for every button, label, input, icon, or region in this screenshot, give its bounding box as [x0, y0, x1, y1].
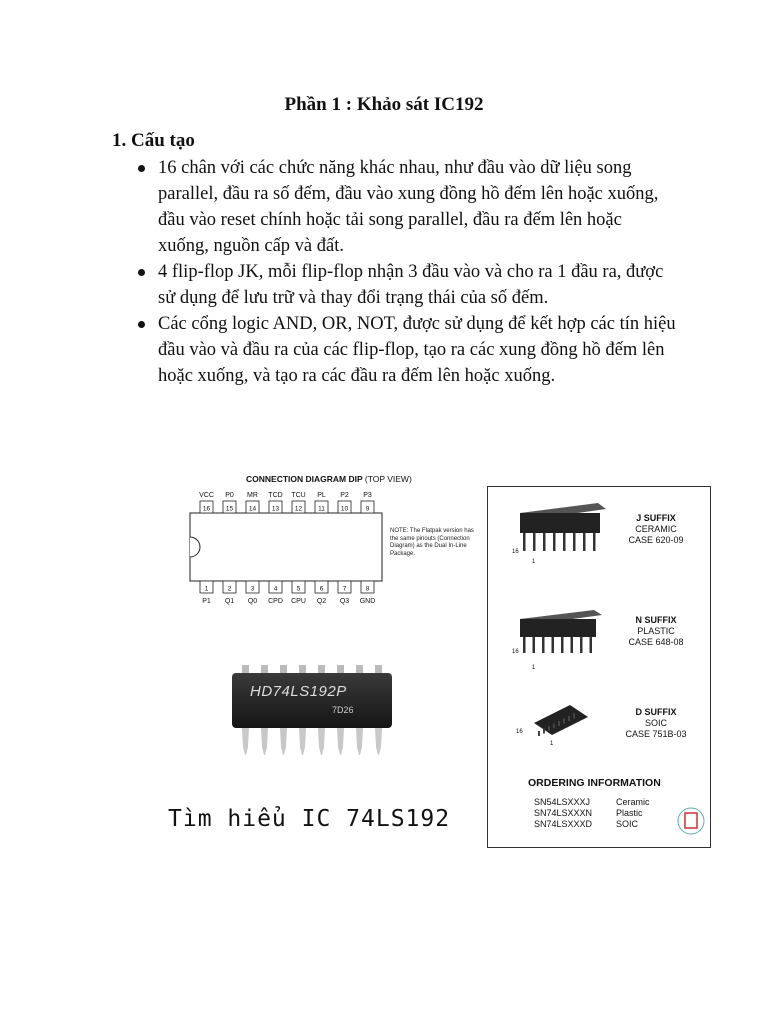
package-leg [543, 533, 546, 551]
bullet-text: 4 flip-flop JK, mỗi flip-flop nhận 3 đầu vào và cho ra 1 đầu ra, được sử dụng để lưu trữ và thay đổi trạng thái của số đếm. [158, 262, 664, 308]
connection-diagram [182, 470, 482, 620]
bullet-list [136, 155, 676, 389]
plastic-package-icon [520, 610, 602, 653]
package-pin-16: 16 [512, 549, 519, 555]
chip-body [232, 673, 392, 728]
figure-caption: Tìm hiểu IC 74LS192 [168, 806, 451, 832]
chip-leg [242, 728, 249, 755]
pin-label: TCU [291, 492, 306, 499]
pin-number: 5 [296, 585, 301, 593]
bullet-item [136, 311, 676, 389]
pin-number: 15 [225, 505, 234, 513]
chip-leg [280, 728, 287, 755]
pin-number: 4 [273, 585, 278, 593]
package-leg [553, 724, 555, 729]
pin-label: P2 [340, 492, 349, 499]
pin-number: 11 [318, 505, 325, 513]
pin-number: 14 [248, 505, 257, 513]
bullet-dot-icon [138, 269, 145, 276]
bullet-text: 16 chân với các chức năng khác nhau, như đầu vào dữ liệu song parallel, đầu ra số đếm, đầu vào xung đồng hồ đếm lên hoặc xuống, đầu vào reset chính hoặc tải song parallel, đầu ra đếm lên hoặc xuống, nguồn cấp và đất. [158, 158, 659, 256]
section-heading: 1. Cấu tạo [112, 130, 195, 151]
ordering-row: SN74LSXXXD SOIC [534, 819, 639, 829]
chip-drawing [220, 665, 410, 765]
ordering-row: SN74LSXXXN Plastic [534, 808, 643, 818]
pin-label: PL [317, 492, 326, 499]
package-leg [593, 533, 596, 551]
package-leg [571, 637, 574, 653]
bullet-dot-icon [138, 165, 145, 172]
chip-leg [318, 728, 325, 755]
package-leg [553, 533, 556, 551]
pin-label: Q0 [247, 598, 258, 605]
pin-number: 1 [204, 585, 209, 593]
package-leg [533, 637, 536, 653]
pin-label: P0 [225, 492, 234, 499]
package-leg [552, 637, 555, 653]
ordering-table [534, 797, 650, 830]
pin-number: 12 [294, 505, 303, 513]
package-leg [523, 533, 526, 551]
pin-number: 9 [365, 505, 370, 513]
package-leg [543, 729, 545, 734]
pin-number: 16 [202, 505, 211, 513]
package-d: D SUFFIX SOIC CASE 751B-03 [625, 707, 687, 739]
chip-leg [261, 728, 268, 755]
chip-photo [220, 665, 410, 765]
soic-package-icon [534, 705, 588, 736]
package-pin-16: 16 [512, 649, 519, 655]
chip-leg [356, 728, 363, 755]
bullet-dot-icon [138, 321, 145, 328]
package-pin-1: 1 [550, 741, 554, 747]
ordering-row: SN54LSXXXJ Ceramic [534, 797, 650, 807]
package-leg [533, 533, 536, 551]
package-j: J SUFFIX CERAMIC CASE 620-09 [628, 513, 684, 545]
pin-label: GND [359, 598, 376, 605]
pin-label: Q2 [316, 598, 327, 605]
package-leg [558, 721, 560, 726]
package-leg [563, 719, 565, 724]
diagram-note: NOTE: The Flatpak version has the same pinouts (Connection Diagram) as the Dual In-Line Package. [390, 528, 474, 557]
package-leg [568, 716, 570, 721]
package-leg [590, 637, 593, 653]
package-leg [523, 637, 526, 653]
pin-number: 8 [365, 585, 370, 593]
package-pin-1: 1 [532, 559, 536, 565]
chip-code: 7D26 [332, 705, 354, 715]
package-leg [542, 637, 545, 653]
package-leg [583, 533, 586, 551]
package-leg [548, 726, 550, 731]
ordering-title: ORDERING INFORMATION [528, 777, 661, 789]
bullet-text: Các cổng logic AND, OR, NOT, được sử dụng để kết hợp các tín hiệu đầu vào và đầu ra của các flip-flop, tạo ra các xung đồng hồ đếm lên hoặc xuống, và tạo ra các đầu ra đếm lên hoặc xuống. [158, 314, 676, 386]
diagram-title: CONNECTION DIAGRAM DIP (TOP VIEW) [246, 474, 412, 484]
chip-marking: HD74LS192P [250, 683, 347, 700]
pin-number: 10 [340, 505, 349, 513]
pin-label: Q1 [224, 598, 235, 605]
watermark-logo-icon [676, 803, 706, 843]
pin-label: P3 [363, 492, 372, 499]
package-info-box [487, 486, 711, 848]
package-leg [538, 731, 540, 736]
pin-label: MR [247, 492, 258, 499]
package-leg [561, 637, 564, 653]
pin-label: Q3 [339, 598, 350, 605]
pin-label: VCC [199, 492, 214, 499]
chip-leg [337, 728, 344, 755]
pin-number: 7 [342, 585, 347, 593]
dip-body [190, 513, 382, 581]
pin-number: 3 [250, 585, 255, 593]
chip-leg [299, 728, 306, 755]
pin-number: 13 [271, 505, 280, 513]
pin-number: 6 [319, 585, 324, 593]
package-leg [580, 637, 583, 653]
package-n: N SUFFIX PLASTIC CASE 648-08 [628, 615, 684, 647]
pin-label: CPD [268, 598, 283, 605]
package-pin-1: 1 [532, 665, 536, 671]
package-pin-16: 16 [516, 729, 523, 735]
package-leg [573, 714, 575, 719]
bullet-item [136, 259, 676, 311]
bullet-item [136, 155, 676, 259]
ceramic-package-icon [520, 503, 606, 551]
pin-number: 2 [227, 585, 232, 593]
page-title: Phần 1 : Khảo sát IC192 [284, 94, 484, 115]
pin-label: TCD [268, 492, 283, 499]
chip-leg [375, 728, 382, 755]
pin-label: P1 [202, 598, 211, 605]
package-leg [573, 533, 576, 551]
package-leg [563, 533, 566, 551]
pin-label: CPU [291, 598, 306, 605]
